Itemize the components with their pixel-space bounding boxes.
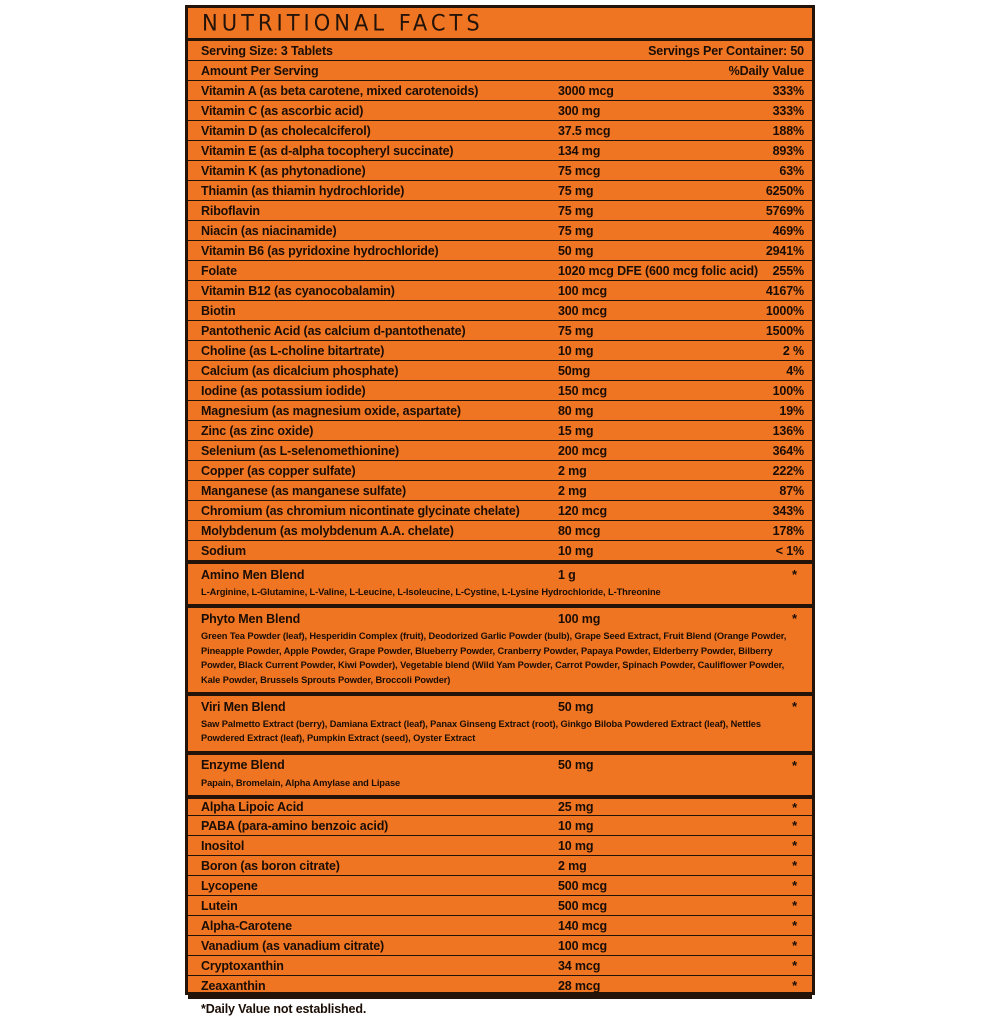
page-title: NUTRITIONAL FACTS <box>202 9 484 36</box>
blend-name: Enzyme Blend <box>201 758 285 773</box>
nutrient-amount: 75 mcg <box>558 163 601 178</box>
nutrient-amount: 2 mg <box>558 858 587 873</box>
table-row <box>188 976 812 996</box>
nutrient-daily-value: 255% <box>772 263 804 278</box>
daily-value-header: %Daily Value <box>728 63 804 78</box>
nutrient-name: Vitamin C (as ascorbic acid) <box>201 103 364 118</box>
nutrient-amount: 75 mg <box>558 203 594 218</box>
table-row <box>188 301 812 321</box>
nutrient-name: Chromium (as chromium nicontinate glycinate chelate) <box>201 503 520 518</box>
nutrient-amount: 2 mg <box>558 463 587 478</box>
blend-block <box>188 561 812 605</box>
nutrient-daily-value: * <box>792 958 797 974</box>
serving-info-row <box>188 41 812 61</box>
amount-per-serving-row <box>188 61 812 81</box>
nutrient-amount: 15 mg <box>558 423 594 438</box>
nutrient-name: Selenium (as L-selenomethionine) <box>201 443 400 458</box>
amount-per-serving-label: Amount Per Serving <box>201 63 319 78</box>
nutrient-amount: 300 mg <box>558 103 601 118</box>
extra-rows-group <box>188 796 812 996</box>
blend-amount: 1 g <box>558 567 576 582</box>
nutrient-daily-value: 343% <box>772 503 804 518</box>
footnote <box>188 996 812 1018</box>
nutrient-name: Copper (as copper sulfate) <box>201 463 356 478</box>
nutrient-daily-value: 333% <box>772 83 804 98</box>
nutrient-daily-value: 1000% <box>765 303 804 318</box>
nutrient-amount: 37.5 mcg <box>558 123 611 138</box>
nutrient-amount: 3000 mcg <box>558 83 614 98</box>
nutrient-amount: 200 mcg <box>558 443 607 458</box>
nutrient-amount: 80 mg <box>558 403 594 418</box>
blend-block <box>188 693 812 752</box>
nutrient-amount: 500 mcg <box>558 878 607 893</box>
serving-size-text: Serving Size: 3 Tablets <box>201 43 333 58</box>
table-row <box>188 461 812 481</box>
blend-ingredients: L-Arginine, L-Glutamine, L-Valine, L-Leucine, L-Isoleucine, L-Cystine, L-Lysine Hydrochloride, L-Threonine <box>201 587 661 597</box>
blend-header <box>201 608 804 629</box>
nutrient-amount: 150 mcg <box>558 383 607 398</box>
nutrient-name: Magnesium (as magnesium oxide, aspartate) <box>201 403 461 418</box>
nutrient-name: Pantothenic Acid (as calcium d-pantothenate) <box>201 323 466 338</box>
blend-header <box>201 755 804 776</box>
table-row <box>188 381 812 401</box>
nutrient-name: Sodium <box>201 543 246 558</box>
blend-ingredients: Green Tea Powder (leaf), Hesperidin Complex (fruit), Deodorized Garlic Powder (bulb), Grape Seed Extract, Fruit Blend (Orange Powder, Pineapple Powder, Apple Powder, Grape Powder, Blueberry Powder, Cranberry Powder, Papaya Powder, Elderberry Powder, Bilberry Powder, Black Current Powder, Kiwi Powder), Vegetable blend (Wild Yam Powder, Carrot Powder, Spinach Powder, Cauliflower Powder, Kale Powder, Brussels Sprouts Powder, Broccoli Powder) <box>201 631 787 685</box>
table-row <box>188 321 812 341</box>
nutrient-daily-value: 6250% <box>765 183 804 198</box>
table-row <box>188 916 812 936</box>
nutrient-amount: 140 mcg <box>558 918 607 933</box>
table-row <box>188 501 812 521</box>
nutrient-name: Vitamin B6 (as pyridoxine hydrochloride) <box>201 243 439 258</box>
blend-daily-value: * <box>791 757 797 773</box>
nutrient-daily-value: 63% <box>779 163 804 178</box>
nutrient-amount: 100 mcg <box>558 283 607 298</box>
nutrient-daily-value: 136% <box>772 423 804 438</box>
nutrient-amount: 34 mcg <box>558 958 601 973</box>
nutrient-daily-value: 87% <box>779 483 804 498</box>
nutrient-amount: 10 mg <box>558 838 594 853</box>
nutrient-daily-value: 893% <box>772 143 804 158</box>
table-row <box>188 181 812 201</box>
blend-ingredients: Papain, Bromelain, Alpha Amylase and Lipase <box>201 777 401 788</box>
nutrient-name: Biotin <box>201 303 236 318</box>
nutrient-amount: 134 mg <box>558 143 601 158</box>
nutrient-daily-value: 469% <box>772 223 804 238</box>
table-row <box>188 876 812 896</box>
nutrient-amount: 75 mg <box>558 183 594 198</box>
blend-ingredients: Saw Palmetto Extract (berry), Damiana Extract (leaf), Panax Ginseng Extract (root), Ginkgo Biloba Powdered Extract (leaf), Nettles Powdered Extract (leaf), Pumpkin Extract (seed), Oyster Extract <box>201 719 761 744</box>
nutrient-daily-value: 178% <box>772 523 804 538</box>
nutrient-amount: 10 mg <box>558 818 594 833</box>
footnote-text: *Daily Value not established. <box>201 1001 367 1016</box>
nutrient-name: Inositol <box>201 838 245 853</box>
blend-header <box>201 696 804 717</box>
table-row <box>188 421 812 441</box>
nutrient-name: Vanadium (as vanadium citrate) <box>201 938 385 953</box>
table-row <box>188 261 812 281</box>
nutrient-daily-value: * <box>792 858 797 874</box>
nutrient-amount: 80 mcg <box>558 523 601 538</box>
nutrient-name: Folate <box>201 263 237 278</box>
table-row <box>188 856 812 876</box>
table-row <box>188 796 812 816</box>
table-row <box>188 816 812 836</box>
table-row <box>188 141 812 161</box>
nutrient-name: Vitamin K (as phytonadione) <box>201 163 366 178</box>
blend-name: Amino Men Blend <box>201 567 305 582</box>
blend-blocks-group <box>188 561 812 796</box>
table-row <box>188 121 812 141</box>
nutrient-amount: 10 mg <box>558 343 594 358</box>
nutrient-name: Vitamin B12 (as cyanocobalamin) <box>201 283 395 298</box>
table-row <box>188 481 812 501</box>
blend-daily-value: * <box>791 567 797 582</box>
servings-per-container-text: Servings Per Container: 50 <box>648 43 804 58</box>
nutrient-daily-value: 2941% <box>765 243 804 258</box>
nutrient-daily-value: * <box>792 799 797 815</box>
nutrient-amount: 100 mcg <box>558 938 607 953</box>
nutrient-amount: 2 mg <box>558 483 587 498</box>
nutrient-name: Riboflavin <box>201 203 260 218</box>
nutrient-name: Molybdenum (as molybdenum A.A. chelate) <box>201 523 454 538</box>
nutrient-name: Zinc (as zinc oxide) <box>201 423 314 438</box>
nutrient-daily-value: * <box>792 918 797 934</box>
nutrient-amount: 120 mcg <box>558 503 607 518</box>
nutrient-daily-value: 100% <box>772 383 804 398</box>
nutrient-name: Zeaxanthin <box>201 978 266 993</box>
table-row <box>188 161 812 181</box>
table-row <box>188 201 812 221</box>
table-row <box>188 221 812 241</box>
label-title-bar <box>188 8 812 41</box>
nutrient-name: Manganese (as manganese sulfate) <box>201 483 406 498</box>
table-row <box>188 341 812 361</box>
table-row <box>188 401 812 421</box>
blend-name: Viri Men Blend <box>201 699 286 714</box>
nutrient-daily-value: 364% <box>772 443 804 458</box>
nutrient-daily-value: 1500% <box>765 323 804 338</box>
blend-daily-value: * <box>791 699 797 715</box>
table-row <box>188 81 812 101</box>
nutrient-daily-value: < 1% <box>775 543 804 558</box>
blend-name: Phyto Men Blend <box>201 611 301 626</box>
nutrient-daily-value: * <box>792 818 797 834</box>
nutrient-daily-value: 2 % <box>782 343 804 358</box>
nutrient-daily-value: 5769% <box>765 203 804 218</box>
blend-amount: 50 mg <box>558 699 594 714</box>
nutrient-name: Vitamin D (as cholecalciferol) <box>201 123 371 138</box>
nutrient-daily-value: * <box>792 938 797 954</box>
table-row <box>188 241 812 261</box>
table-row <box>188 936 812 956</box>
nutrient-daily-value: * <box>792 878 797 894</box>
nutrient-daily-value: * <box>792 838 797 854</box>
blend-daily-value: * <box>791 611 797 627</box>
nutrient-amount: 50 mg <box>558 243 594 258</box>
nutrient-daily-value: 4% <box>786 363 804 378</box>
table-row <box>188 956 812 976</box>
nutrient-amount: 300 mcg <box>558 303 607 318</box>
table-row <box>188 521 812 541</box>
nutrient-name: Choline (as L-choline bitartrate) <box>201 343 385 358</box>
nutrient-daily-value: 222% <box>772 463 804 478</box>
nutrient-name: Cryptoxanthin <box>201 958 284 973</box>
nutrient-amount: 75 mg <box>558 323 594 338</box>
nutrient-amount: 50mg <box>558 363 591 378</box>
blend-amount: 100 mg <box>558 611 601 626</box>
nutrient-name: Vitamin E (as d-alpha tocopheryl succinate) <box>201 143 454 158</box>
nutrient-name: Lycopene <box>201 878 258 893</box>
table-row <box>188 541 812 561</box>
table-row <box>188 441 812 461</box>
nutrient-name: Niacin (as niacinamide) <box>201 223 337 238</box>
blend-block <box>188 605 812 693</box>
nutrition-facts-panel <box>185 5 815 1016</box>
nutrient-name: Alpha-Carotene <box>201 918 292 933</box>
nutrient-amount: 75 mg <box>558 223 594 238</box>
nutrient-daily-value: 188% <box>772 123 804 138</box>
nutrient-name: Vitamin A (as beta carotene, mixed carotenoids) <box>201 83 479 98</box>
nutrient-daily-value: 19% <box>779 403 804 418</box>
nutrient-daily-value: * <box>792 898 797 914</box>
nutrient-amount: 500 mcg <box>558 898 607 913</box>
table-row <box>188 361 812 381</box>
nutrient-name: PABA (para-amino benzoic acid) <box>201 818 389 833</box>
nutrient-amount: 10 mg <box>558 543 594 558</box>
nutrient-name: Iodine (as potassium iodide) <box>201 383 366 398</box>
nutrient-name: Calcium (as dicalcium phosphate) <box>201 363 399 378</box>
nutrient-amount: 25 mg <box>558 800 594 815</box>
blend-block <box>188 752 812 796</box>
blend-amount: 50 mg <box>558 758 594 773</box>
table-row <box>188 836 812 856</box>
nutrient-amount: 28 mcg <box>558 978 601 993</box>
nutrient-daily-value: * <box>792 978 797 994</box>
nutrient-name: Lutein <box>201 898 238 913</box>
table-row <box>188 101 812 121</box>
table-row <box>188 281 812 301</box>
table-row <box>188 896 812 916</box>
blend-header <box>201 564 804 585</box>
nutrient-name: Thiamin (as thiamin hydrochloride) <box>201 183 405 198</box>
nutrient-daily-value: 333% <box>772 103 804 118</box>
nutrient-rows-group <box>188 81 812 561</box>
nutrient-amount: 1020 mcg DFE (600 mcg folic acid) <box>558 263 758 278</box>
nutrient-daily-value: 4167% <box>765 283 804 298</box>
nutrient-name: Boron (as boron citrate) <box>201 858 340 873</box>
nutrient-name: Alpha Lipoic Acid <box>201 800 304 815</box>
